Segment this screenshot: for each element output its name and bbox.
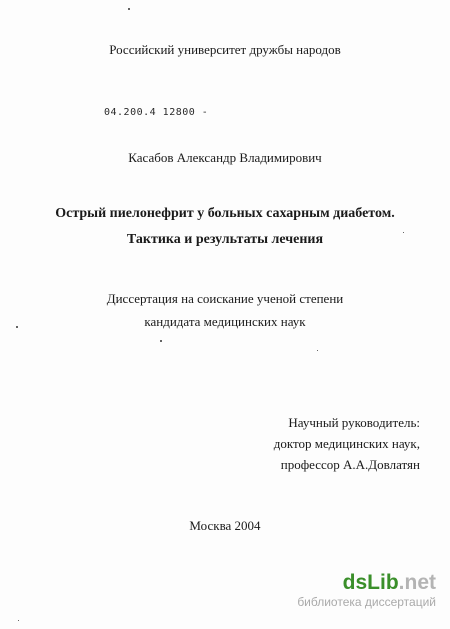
supervisor-heading: Научный руководитель: <box>288 415 420 430</box>
scan-speck <box>403 232 404 233</box>
registration-number-stamp: 04.200.4 12800 - <box>104 107 209 118</box>
watermark-logo <box>256 572 436 594</box>
scan-speck <box>160 340 162 342</box>
degree-line-1: Диссертация на соискание ученой степени <box>106 291 344 306</box>
supervisor-name: профессор А.А.Довлатян <box>280 457 420 472</box>
watermark-brand-main: dsLib <box>342 571 399 594</box>
degree-line-2: кандидата медицинских наук <box>144 314 306 329</box>
supervisor-degree: доктор медицинских наук, <box>273 436 420 451</box>
author-name: Касабов Александр Владимирович <box>128 150 322 165</box>
scan-speck <box>317 350 318 351</box>
scan-speck <box>128 8 130 10</box>
scan-speck <box>18 620 19 621</box>
dissertation-title-line-1: Острый пиелонефрит у больных сахарным диабетом. <box>55 206 395 221</box>
watermark-brand-tld: .net <box>398 571 436 594</box>
dslib-watermark <box>256 572 436 609</box>
city-year: Москва 2004 <box>189 518 261 533</box>
university-name: Российский университет дружбы народов <box>109 42 341 57</box>
dissertation-title-line-2: Тактика и результаты лечения <box>126 232 324 247</box>
scan-speck <box>16 326 18 328</box>
watermark-subtitle: библиотека диссертаций <box>297 595 436 609</box>
